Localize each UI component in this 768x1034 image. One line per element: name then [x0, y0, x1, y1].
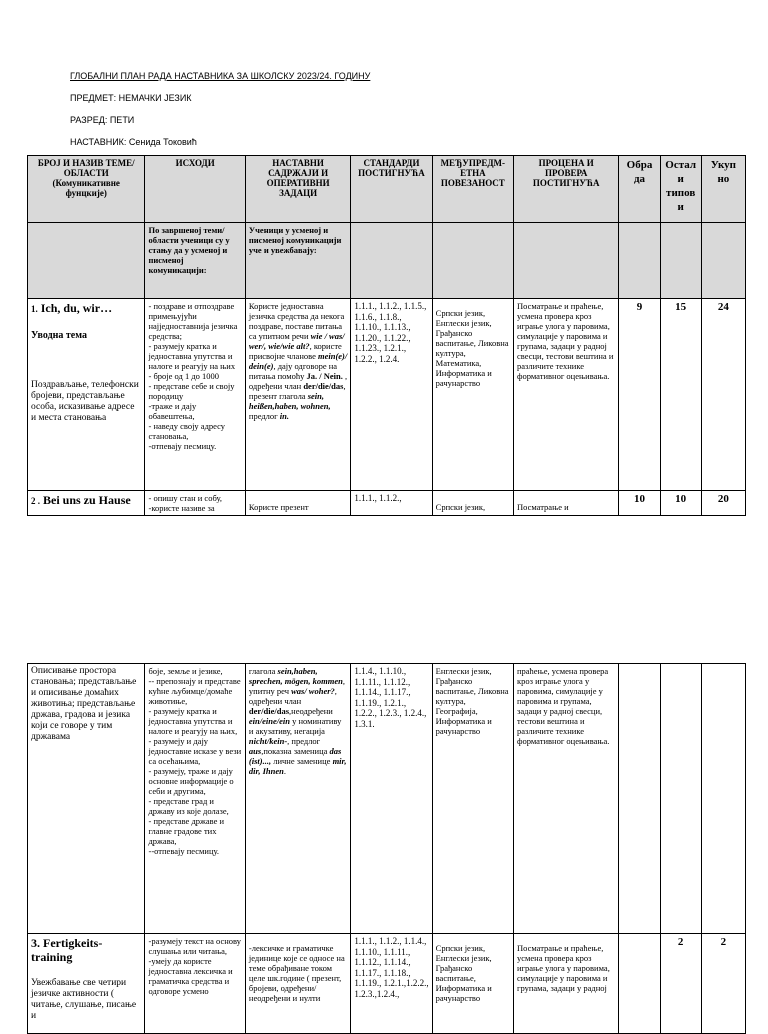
theme-description: Увежбавање све четири језичке активности ( читање, слушање, писање и: [31, 978, 137, 1021]
total-hours: 2: [701, 934, 745, 1034]
content-text: предлог: [248, 411, 278, 421]
theme-subtitle: Уводна тема: [31, 330, 87, 341]
theme-cell: [28, 664, 145, 934]
content-text: , одређени члан: [248, 686, 337, 706]
content-text: , користе присвојне чланове: [248, 341, 342, 361]
cross-cell: Српски језик,: [432, 491, 513, 516]
plan-table-top: [27, 155, 746, 516]
content-text: ,неодређени: [289, 706, 333, 716]
theme-cell: [28, 934, 145, 1034]
standards-cell: 1.1.4., 1.1.10., 1.1.11., 1.1.12., 1.1.14., 1.1.17., 1.1.19., 1.2.1., 1.2.2., 1.2.3., 1.2.4., 1.3.1.: [351, 664, 432, 934]
theme-title: 3. Fertigkeits-training: [31, 936, 103, 964]
other-hours: 2: [660, 934, 701, 1034]
table-header-row: [28, 156, 746, 223]
subheader-empty: [28, 223, 145, 299]
assessment-cell: Посматрање и праћење, усмена провера кроз играње улога у паровима, симулације у паровима и групама, задаци у радној свесци, тестови вештина и различите технике формативног оцењивања.: [513, 299, 618, 491]
subheader-empty: [660, 223, 701, 299]
processing-hours: [619, 934, 660, 1034]
content-text: у номинативу и акузативу, негација: [248, 716, 342, 736]
theme-number: 1.: [31, 304, 38, 314]
col-header-processing: Обра да: [619, 156, 660, 223]
teacher-line: НАСТАВНИК: Сенида Токовић: [70, 137, 197, 147]
content-text: sein, heißen,haben, wohnen,: [248, 391, 331, 411]
theme-title: Bei uns zu Hause: [43, 493, 131, 507]
plan-table-continued: [27, 663, 746, 1034]
subheader-outcomes: По завршеној теми/области ученици су у стању да у усменој и писменој комуникацији:: [145, 223, 245, 299]
col-header-total: Укуп но: [701, 156, 745, 223]
cross-cell: Српски језик, Енглески језик, Грађанско васпитање, Ликовна култура, Математика, Информатика и рачунарство: [432, 299, 513, 491]
content-cell: [245, 299, 350, 491]
content-text: der/die/das: [248, 706, 290, 716]
col-header-content: НАСТАВНИ САДРЖАЈИ И ОПЕРАТИВНИ ЗАДАЦИ: [245, 156, 350, 223]
theme-cell: [28, 299, 145, 491]
content-text: , одређени члан: [248, 371, 348, 391]
content-text: was/ woher?: [291, 686, 335, 696]
outcomes-cell: боје, земље и језике, -- препознају и представе кућне љубимце/домаће животиње, - разумеју кратка и једноставна упутства и налоге и реагују на њих, - разумеју и дају једноставне исказе у вези са осећањима, - разумеју, траже и дају основне информације о себи и другима, - представе град и државу из које долазе, - представе државе и главне градове тих држава, --отпевају песмицу.: [145, 664, 245, 934]
cross-cell: Српски језик, Енглески језик, Грађанско васпитање, Информатика и рачунарство: [432, 934, 513, 1034]
table-row: [28, 491, 746, 516]
subheader-empty: [351, 223, 432, 299]
subheader-empty: [619, 223, 660, 299]
content-text: ,показна заменица: [261, 746, 330, 756]
other-hours: [660, 664, 701, 934]
subheader-content: Ученици у усменој и писменој комуникацији уче и увежбавају:: [245, 223, 350, 299]
theme-number: 2 .: [31, 496, 40, 506]
content-text: mein(e)/ dein(e): [248, 351, 348, 371]
document-title: ГЛОБАЛНИ ПЛАН РАДА НАСТАВНИКА ЗА ШКОЛСКУ 2023/24. ГОДИНУ: [70, 71, 371, 81]
processing-hours: 9: [619, 299, 660, 491]
table-subheader-row: [28, 223, 746, 299]
subheader-empty: [513, 223, 618, 299]
theme-description: Описивање простора становања; представљање и описивање домаћих животиња; представљање држава, градова и језика који се говоре у тим државама: [31, 666, 137, 742]
col-header-cross: МЕЂУПРЕДМ-ЕТНА ПОВЕЗАНОСТ: [432, 156, 513, 223]
outcomes-cell: - поздраве и отпоздраве примењујући најједноставнија језичка средства; - разумеју кратка и једноставна упутства и налоге и реагују на њих - броје од 1 до 1000 - представе себе и своју породицу -траже и дају обавештења, - наведу своју адресу становања, -отпевају песмицу.: [145, 299, 245, 491]
subheader-empty: [701, 223, 745, 299]
total-hours: 24: [701, 299, 745, 491]
content-text: личне заменице: [271, 756, 333, 766]
col-header-assessment: ПРОЦЕНА И ПРОВЕРА ПОСТИГНУЋА: [513, 156, 618, 223]
subject-line: ПРЕДМЕТ: НЕМАЧКИ ЈЕЗИК: [70, 93, 192, 103]
grade-line: РАЗРЕД: ПЕТИ: [70, 115, 135, 125]
content-text: , упитну реч: [248, 676, 345, 696]
cross-cell: Енглески језик, Грађанско васпитање, Ликовна култура, Географија, Информатика и рачунарство: [432, 664, 513, 934]
content-text: mir, dir, Ihnen: [248, 756, 347, 776]
processing-hours: [619, 664, 660, 934]
assessment-cell: Посматрање и праћење, усмена провера кроз играње улога у паровима, симулације у паровима и групама, задаци у радној: [513, 934, 618, 1034]
content-cell: Користе презент: [245, 491, 350, 516]
content-text: глагола: [248, 666, 278, 676]
content-text: Ja. / Nein.: [306, 371, 343, 381]
standards-cell: 1.1.1., 1.1.2., 1.1.5., 1.1.6., 1.1.8., 1.1.10., 1.1.13., 1.1.20., 1.1.22., 1.1.23., 1.2.1., 1.2.2., 1.2.4.: [351, 299, 432, 491]
other-hours: 10: [660, 491, 701, 516]
total-hours: [701, 664, 745, 934]
standards-cell: 1.1.1., 1.1.2.,: [351, 491, 432, 516]
subheader-empty: [432, 223, 513, 299]
content-text: Користе једноставна језичка средства да некога поздраве, поставе питања са упитном речи: [248, 301, 345, 341]
content-text: , предлог: [287, 736, 321, 746]
total-hours: 20: [701, 491, 745, 516]
content-text: , дају одговоре на питања помоћу: [248, 361, 338, 381]
theme-cell: [28, 491, 145, 516]
col-header-theme: БРОЈ И НАЗИВ ТЕМЕ/ОБЛАСТИ (Комуникативне фунцкије): [28, 156, 145, 223]
content-text: das (ist)...,: [248, 746, 342, 766]
assessment-cell: праћење, усмена провера кроз играње улога у паровима, симулације у паровима и групама, задаци у радној свесци, тестови вештина и различите технике формативног оцењивања.: [513, 664, 618, 934]
content-text: sein,haben, sprechen, mögen, kommen: [248, 666, 343, 686]
table-row: [28, 664, 746, 934]
processing-hours: 10: [619, 491, 660, 516]
content-text: , презент глагола: [248, 381, 346, 401]
outcomes-cell: - опишу стан и собу, -користе називе за: [145, 491, 245, 516]
content-text: in.: [279, 411, 289, 421]
theme-description: Поздрављање, телефонски бројеви, представљање особа, исказивање адресе и места становања: [31, 380, 139, 423]
content-text: wie / was/ wer/, wie/wie alt?: [248, 331, 345, 351]
content-text: .: [283, 766, 286, 776]
col-header-standards: СТАНДАРДИ ПОСТИГНУЋА: [351, 156, 432, 223]
theme-title: Ich, du, wir…: [40, 301, 113, 315]
table-row: [28, 934, 746, 1034]
content-text: aus: [248, 746, 262, 756]
col-header-outcomes: ИСХОДИ: [145, 156, 245, 223]
content-text: ein/eine/ein: [248, 716, 290, 726]
standards-cell: 1.1.1., 1.1.2., 1.1.4., 1.1.10., 1.1.11., 1.1.12., 1.1.14., 1.1.17., 1.1.18., 1.1.19., 1.2.1.,1.2.2., 1.2.3.,1.2.4.,: [351, 934, 432, 1034]
col-header-other: Остал и типов и: [660, 156, 701, 223]
outcomes-cell: -разумеју текст на основу слушања или читања, -умеју да користе једноставна лексичка и граматичка средства и одговоре усмено: [145, 934, 245, 1034]
table-row: [28, 299, 746, 491]
other-hours: 15: [660, 299, 701, 491]
assessment-cell: Посматрање и: [513, 491, 618, 516]
content-cell: -лексичке и граматичке јединице које се односе на теме обрађиване током целе шк.године ( презент, бројеви, одређени/ неодређени и нулти: [245, 934, 350, 1034]
content-text: der/die/das: [303, 381, 344, 391]
content-text: nicht/kein-: [248, 736, 288, 746]
content-cell: [245, 664, 350, 934]
